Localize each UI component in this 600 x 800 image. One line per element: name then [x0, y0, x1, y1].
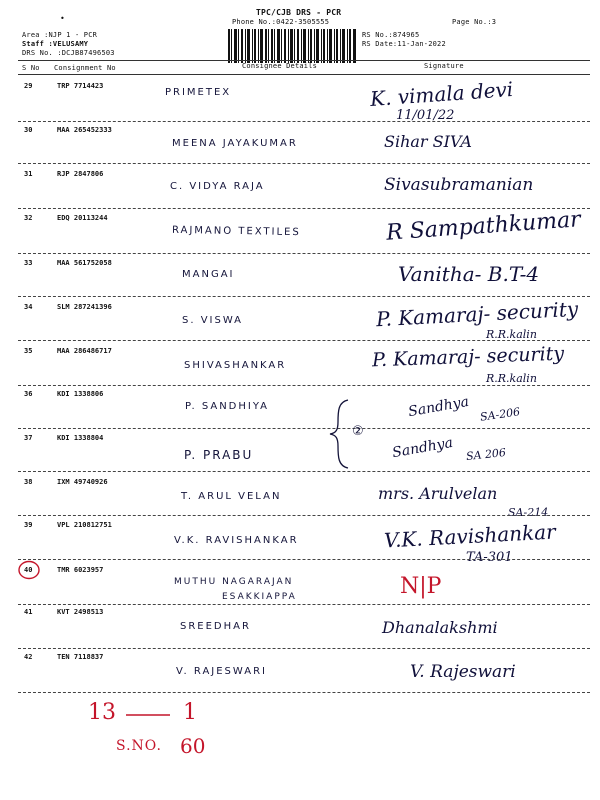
row-37-signature: Sandhya: [391, 434, 455, 462]
row-separator: [18, 163, 590, 164]
row-35-note: R.R.kalin: [486, 372, 537, 385]
row-30-sno: 30: [24, 126, 33, 134]
row-29-consignment: TRP 7714423: [57, 82, 104, 90]
row-33-consignee: MANGAI: [182, 269, 235, 280]
row-36-signature: Sandhya: [407, 393, 471, 421]
row-37-room: SA 206: [465, 445, 507, 464]
row-32-signature: R Sampathkumar: [385, 207, 582, 246]
rs-date: RS Date:11-Jan-2022: [362, 40, 446, 48]
row-separator: [18, 121, 590, 122]
row-separator: [18, 648, 590, 649]
row-33-consignment: MAA 561752058: [57, 259, 112, 267]
row-separator: [18, 296, 590, 297]
column-sno: S No: [22, 64, 40, 72]
row-32-sno: 32: [24, 214, 33, 222]
row-29-consignee: PRIMETEX: [165, 87, 232, 98]
row-37-sno: 37: [24, 434, 33, 442]
header-rule-top: [18, 60, 590, 61]
row-36-consignment: KDI 1338806: [57, 390, 104, 398]
barcode: [228, 29, 356, 63]
row-32-consignment: EDQ 20113244: [57, 214, 108, 222]
row-33-signature: Vanitha- B.T-4: [398, 262, 540, 286]
column-consignment: Consignment No: [54, 64, 116, 72]
count-left: 13: [88, 700, 116, 725]
sno-label: S.NO.: [116, 738, 162, 754]
row-separator: [18, 340, 590, 341]
row-separator: [18, 604, 590, 605]
row-30-consignment: MAA 265452333: [57, 126, 112, 134]
row-38-signature: mrs. Arulvelan: [378, 484, 498, 503]
row-38-consignee: T. ARUL VELAN: [181, 491, 282, 502]
row-29-sno: 29: [24, 82, 33, 90]
row-39-room: TA-301: [466, 550, 513, 565]
row-37-consignee: P. PRABU: [184, 448, 254, 462]
row-31-consignment: RJP 2847806: [57, 170, 104, 178]
row-35-consignee: SHIVASHANKAR: [184, 360, 287, 371]
row-separator: [18, 559, 590, 560]
row-42-consignee: V. RAJESWARI: [176, 666, 267, 677]
page-number: Page No.:3: [452, 18, 497, 26]
row-41-consignee: SREEDHAR: [180, 621, 251, 632]
row-29-signature: K. vimala devi: [369, 77, 514, 111]
count-right: 1: [183, 700, 197, 725]
drs-number: DRS No. :DCJB87496503: [22, 49, 115, 57]
row-41-signature: Dhanalakshmi: [382, 618, 498, 637]
row-41-sno: 41: [24, 608, 33, 616]
row-34-note: R.R.kalin: [486, 328, 537, 341]
row-42-consignment: TEN 7118837: [57, 653, 104, 661]
row-37-consignment: KDI 1338804: [57, 434, 104, 442]
rs-number: RS No.:874965: [362, 31, 420, 39]
bracket-count: ②: [352, 424, 364, 439]
column-consignee: Consignee Details: [242, 62, 318, 70]
row-35-signature: P. Kamaraj- security: [371, 342, 565, 372]
row-40-not-present: N|P: [400, 574, 442, 599]
row-31-consignee: C. VIDYA RAJA: [170, 181, 265, 192]
row-35-sno: 35: [24, 347, 33, 355]
row-30-signature: Sihar SIVA: [384, 132, 472, 151]
row-36-sno: 36: [24, 390, 33, 398]
row-separator: [18, 515, 590, 516]
row-separator: [18, 208, 590, 209]
row-38-consignment: IXM 49740926: [57, 478, 108, 486]
row-separator: [18, 385, 590, 386]
row-42-signature: V. Rajeswari: [410, 662, 516, 682]
row-39-consignment: VPL 210812751: [57, 521, 112, 529]
row-38-sno: 38: [24, 478, 33, 486]
row-31-signature: Sivasubramanian: [384, 175, 534, 195]
phone-number: Phone No.:0422-3505555: [232, 18, 330, 26]
row-35-consignment: MAA 286486717: [57, 347, 112, 355]
row-separator: [18, 253, 590, 254]
row-36-room: SA-206: [479, 405, 521, 424]
staff-label: Staff :VELUSAMY: [22, 40, 89, 48]
row-32-consignee: RAJMANO TEXTILES: [171, 224, 301, 239]
row-separator: [18, 471, 590, 472]
row-34-signature: P. Kamaraj- security: [375, 296, 579, 332]
column-signature: Signature: [424, 62, 464, 70]
row-separator: [18, 428, 590, 429]
red-dash-line: [124, 712, 172, 718]
row-36-consignee: P. SANDHIYA: [185, 401, 270, 412]
row-38-room: SA-214: [508, 506, 549, 519]
row-39-consignee: V.K. RAVISHANKAR: [174, 535, 299, 546]
row-39-signature: V.K. Ravishankar: [383, 519, 557, 553]
dot-mark: •: [60, 14, 66, 23]
row-39-sno: 39: [24, 521, 33, 529]
row-29-date-note: 11/01/22: [396, 108, 455, 123]
row-33-sno: 33: [24, 259, 33, 267]
row-31-sno: 31: [24, 170, 33, 178]
header-rule-bottom: [18, 74, 590, 75]
row-42-sno: 42: [24, 653, 33, 661]
row-40-consignment: TMR 6023957: [57, 566, 104, 574]
row-30-consignee: MEENA JAYAKUMAR: [172, 138, 298, 149]
row-40-consignee: MUTHU NAGARAJAN: [174, 577, 294, 587]
row-34-consignment: SLM 287241396: [57, 303, 112, 311]
row-separator: [18, 692, 590, 693]
row-40-sno: 40: [24, 566, 33, 574]
row-34-sno: 34: [24, 303, 33, 311]
sheet-title: TPC/CJB DRS - PCR: [256, 8, 342, 17]
row-41-consignment: KVT 2498513: [57, 608, 104, 616]
sno-total: 60: [180, 734, 206, 758]
row-34-consignee: S. VISWA: [182, 315, 244, 326]
row-40-consignee-line2: ESAKKIAPPA: [222, 592, 297, 602]
area-label: Area :NJP 1 - PCR: [22, 31, 98, 39]
